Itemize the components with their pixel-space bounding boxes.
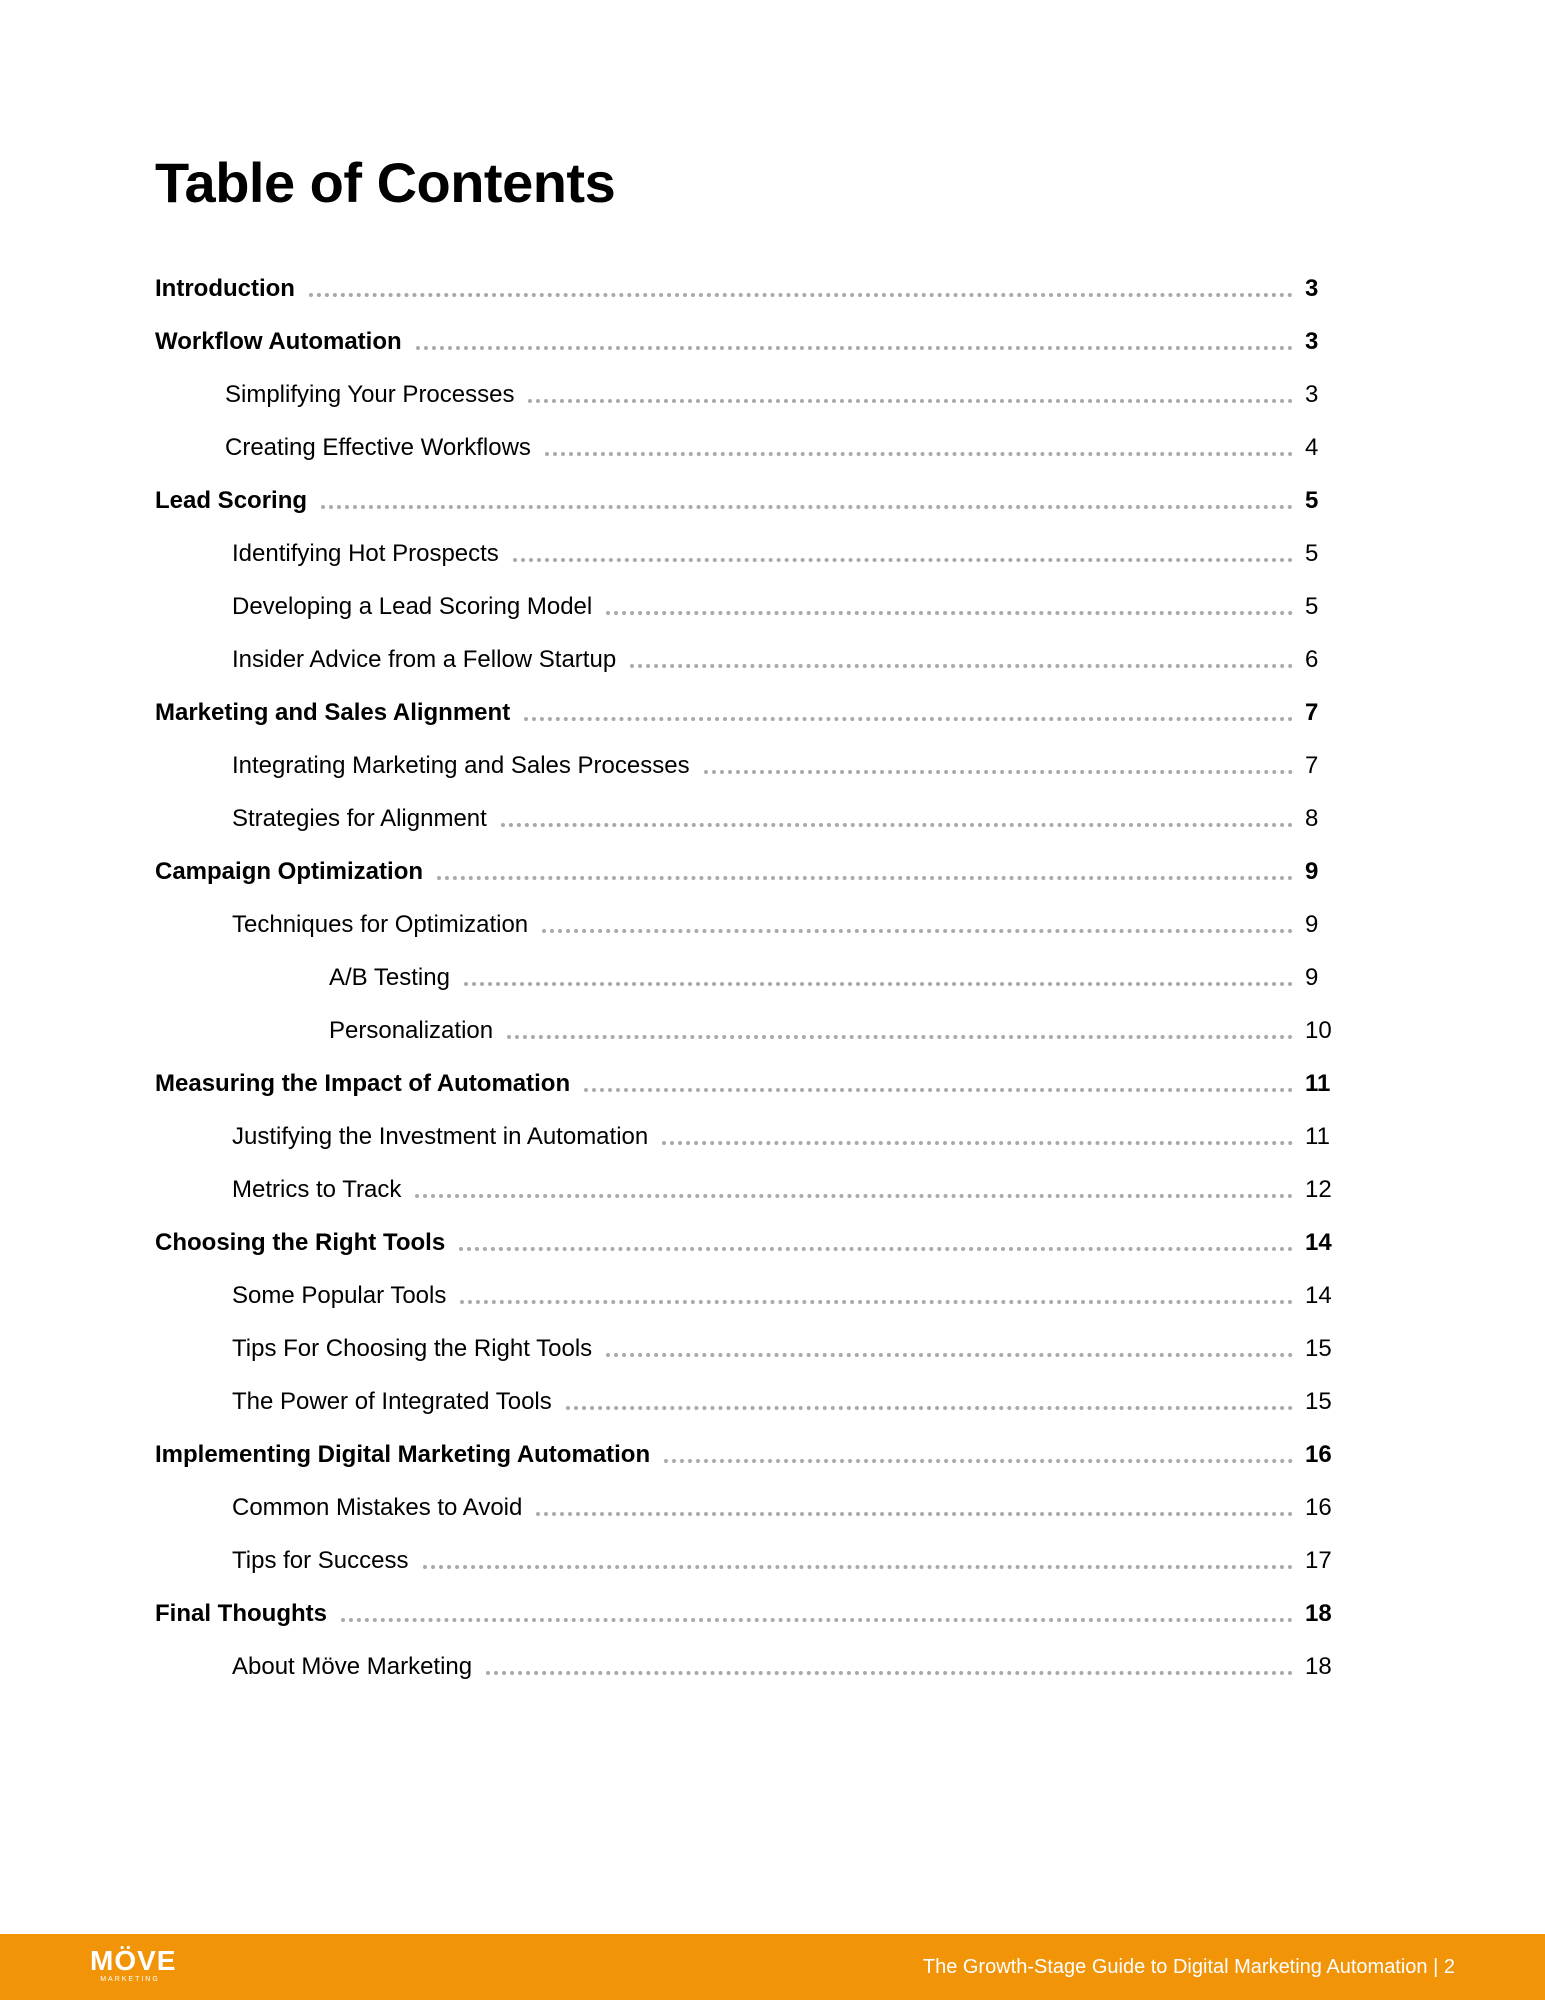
toc-leader-dots bbox=[513, 558, 1293, 562]
toc-entry[interactable] bbox=[155, 421, 1345, 474]
toc-entry-page-number: 9 bbox=[1305, 911, 1319, 938]
toc-entry-page-number: 12 bbox=[1305, 1176, 1332, 1203]
toc-leader-dots bbox=[606, 1353, 1293, 1357]
footer-text: The Growth-Stage Guide to Digital Marketing Automation | 2 bbox=[922, 1956, 1455, 1978]
toc-entry[interactable] bbox=[155, 368, 1345, 421]
toc-entry-page-number: 5 bbox=[1305, 540, 1319, 567]
toc-entry-page-number: 5 bbox=[1305, 593, 1319, 620]
toc-entry-page-number: 7 bbox=[1305, 752, 1319, 779]
toc-entry[interactable] bbox=[155, 1428, 1345, 1481]
toc-entry-label: About Möve Marketing bbox=[232, 1653, 473, 1680]
toc-entry-page-number: 14 bbox=[1305, 1282, 1332, 1309]
toc-entry[interactable] bbox=[155, 1587, 1345, 1640]
toc-entry[interactable] bbox=[155, 1322, 1345, 1375]
toc-entry-page-number: 15 bbox=[1305, 1388, 1332, 1415]
toc-entry[interactable] bbox=[155, 1110, 1345, 1163]
toc-entry-label: Marketing and Sales Alignment bbox=[155, 699, 511, 726]
toc-leader-dots bbox=[321, 505, 1293, 509]
toc-entry-label: The Power of Integrated Tools bbox=[232, 1388, 552, 1415]
toc-entry-label: Integrating Marketing and Sales Processes bbox=[232, 752, 690, 779]
toc-entry-label: Some Popular Tools bbox=[232, 1282, 447, 1309]
toc-entry-page-number: 3 bbox=[1305, 275, 1319, 302]
toc-entry[interactable] bbox=[155, 633, 1345, 686]
toc-entry[interactable] bbox=[155, 1481, 1345, 1534]
toc-leader-dots bbox=[606, 611, 1293, 615]
toc-entry-page-number: 9 bbox=[1305, 858, 1319, 885]
toc-leader-dots bbox=[630, 664, 1293, 668]
toc-entry-label: Techniques for Optimization bbox=[232, 911, 529, 938]
toc-entry[interactable] bbox=[155, 1216, 1345, 1269]
toc-entry-label: Workflow Automation bbox=[155, 328, 402, 355]
toc-entry[interactable] bbox=[155, 845, 1345, 898]
toc-entry[interactable] bbox=[155, 1375, 1345, 1428]
toc-entry[interactable] bbox=[155, 1640, 1345, 1693]
toc-leader-dots bbox=[662, 1141, 1293, 1145]
toc-entry-page-number: 6 bbox=[1305, 646, 1319, 673]
toc-entry-page-number: 16 bbox=[1305, 1494, 1332, 1521]
toc-entry[interactable] bbox=[155, 527, 1345, 580]
toc-entry-label: Metrics to Track bbox=[232, 1176, 402, 1203]
toc-entry-label: Developing a Lead Scoring Model bbox=[232, 593, 593, 620]
toc-entry[interactable] bbox=[155, 262, 1345, 315]
toc-leader-dots bbox=[528, 399, 1293, 403]
toc-entry[interactable] bbox=[155, 951, 1345, 1004]
toc-entry-page-number: 8 bbox=[1305, 805, 1319, 832]
toc-entry[interactable] bbox=[155, 580, 1345, 633]
toc-entry-label: Identifying Hot Prospects bbox=[232, 540, 499, 567]
move-logo bbox=[90, 1945, 177, 1990]
toc-leader-dots bbox=[486, 1671, 1293, 1675]
toc-leader-dots bbox=[584, 1088, 1293, 1092]
table-of-contents bbox=[155, 262, 1345, 1693]
toc-leader-dots bbox=[437, 876, 1293, 880]
toc-entry-page-number: 4 bbox=[1305, 434, 1319, 461]
toc-entry-label: Insider Advice from a Fellow Startup bbox=[232, 646, 617, 673]
toc-entry-label: Implementing Digital Marketing Automation bbox=[155, 1441, 651, 1468]
toc-entry-page-number: 5 bbox=[1305, 487, 1319, 514]
toc-leader-dots bbox=[536, 1512, 1293, 1516]
toc-leader-dots bbox=[423, 1565, 1293, 1569]
toc-entry[interactable] bbox=[155, 739, 1345, 792]
toc-entry-label: Tips for Success bbox=[232, 1547, 409, 1574]
toc-entry[interactable] bbox=[155, 474, 1345, 527]
toc-leader-dots bbox=[416, 346, 1293, 350]
toc-entry-label: Creating Effective Workflows bbox=[225, 434, 531, 461]
toc-leader-dots bbox=[341, 1618, 1293, 1622]
toc-entry-page-number: 16 bbox=[1305, 1441, 1332, 1468]
toc-leader-dots bbox=[542, 929, 1293, 933]
toc-entry[interactable] bbox=[155, 315, 1345, 368]
toc-leader-dots bbox=[566, 1406, 1293, 1410]
toc-entry-page-number: 10 bbox=[1305, 1017, 1332, 1044]
toc-entry-page-number: 14 bbox=[1305, 1229, 1332, 1256]
toc-leader-dots bbox=[460, 1300, 1293, 1304]
toc-entry[interactable] bbox=[155, 1163, 1345, 1216]
toc-entry-label: Tips For Choosing the Right Tools bbox=[232, 1335, 593, 1362]
toc-leader-dots bbox=[524, 717, 1293, 721]
footer-bar bbox=[0, 1934, 1545, 2000]
toc-entry-label: Choosing the Right Tools bbox=[155, 1229, 446, 1256]
toc-leader-dots bbox=[459, 1247, 1293, 1251]
toc-entry-page-number: 17 bbox=[1305, 1547, 1332, 1574]
toc-entry[interactable] bbox=[155, 792, 1345, 845]
toc-entry-label: Simplifying Your Processes bbox=[225, 381, 515, 408]
page-title: Table of Contents bbox=[155, 151, 616, 214]
toc-entry-label: A/B Testing bbox=[329, 964, 450, 991]
toc-leader-dots bbox=[309, 293, 1293, 297]
toc-entry[interactable] bbox=[155, 1534, 1345, 1587]
toc-entry-page-number: 3 bbox=[1305, 328, 1319, 355]
logo-wordmark: MÖVE bbox=[90, 1945, 177, 1976]
toc-leader-dots bbox=[664, 1459, 1293, 1463]
toc-entry-label: Personalization bbox=[329, 1017, 494, 1044]
toc-leader-dots bbox=[415, 1194, 1293, 1198]
toc-entry-label: Justifying the Investment in Automation bbox=[232, 1123, 649, 1150]
toc-entry-page-number: 11 bbox=[1305, 1123, 1330, 1150]
toc-entry-label: Measuring the Impact of Automation bbox=[155, 1070, 571, 1097]
toc-entry[interactable] bbox=[155, 1269, 1345, 1322]
toc-entry[interactable] bbox=[155, 898, 1345, 951]
toc-entry-page-number: 18 bbox=[1305, 1600, 1332, 1627]
toc-entry[interactable] bbox=[155, 686, 1345, 739]
toc-entry-page-number: 9 bbox=[1305, 964, 1319, 991]
toc-entry-page-number: 18 bbox=[1305, 1653, 1332, 1680]
toc-entry-label: Common Mistakes to Avoid bbox=[232, 1494, 523, 1521]
toc-entry-label: Campaign Optimization bbox=[155, 858, 424, 885]
toc-entry-page-number: 7 bbox=[1305, 699, 1319, 726]
toc-leader-dots bbox=[501, 823, 1293, 827]
toc-entry-label: Introduction bbox=[155, 275, 295, 302]
toc-entry-label: Final Thoughts bbox=[155, 1600, 327, 1627]
toc-entry-page-number: 3 bbox=[1305, 381, 1319, 408]
toc-entry-page-number: 11 bbox=[1305, 1070, 1331, 1097]
toc-entry[interactable] bbox=[155, 1057, 1345, 1110]
toc-leader-dots bbox=[545, 452, 1293, 456]
toc-entry-label: Strategies for Alignment bbox=[232, 805, 487, 832]
toc-entry-label: Lead Scoring bbox=[155, 487, 308, 514]
toc-leader-dots bbox=[704, 770, 1293, 774]
logo-subtext: MARKETING bbox=[100, 1976, 160, 1983]
toc-entry[interactable] bbox=[155, 1004, 1345, 1057]
toc-leader-dots bbox=[464, 982, 1293, 986]
toc-entry-page-number: 15 bbox=[1305, 1335, 1332, 1362]
toc-leader-dots bbox=[507, 1035, 1293, 1039]
